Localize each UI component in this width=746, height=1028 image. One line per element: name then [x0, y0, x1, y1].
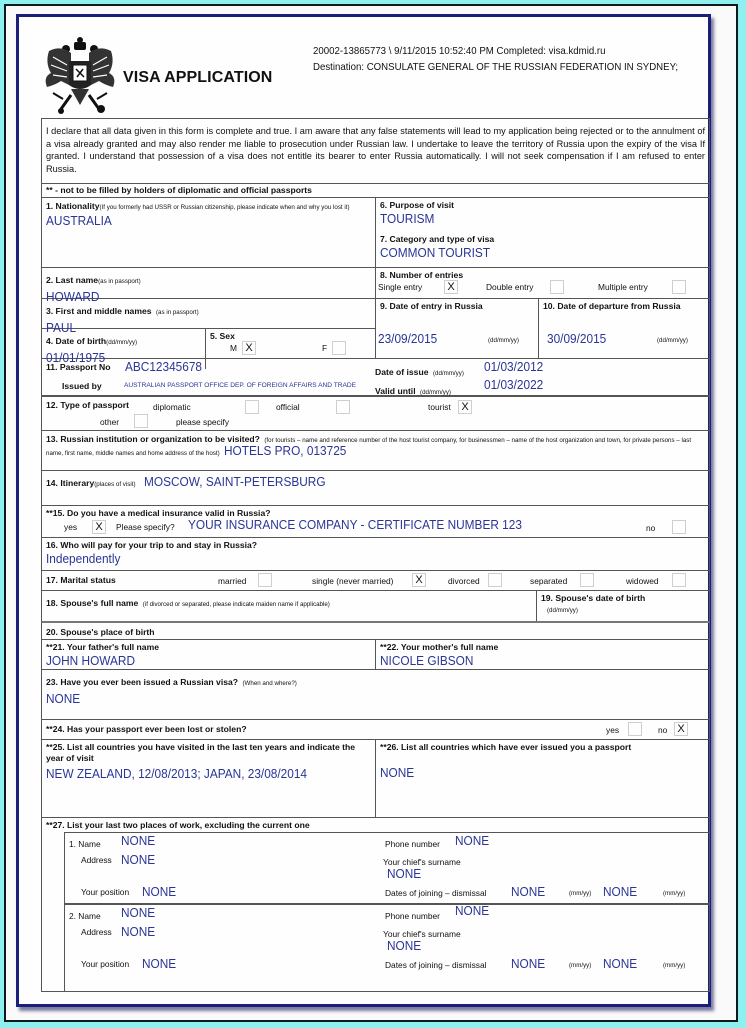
father-value[interactable]: JOHN HOWARD	[46, 654, 136, 669]
dob-hint: (dd/mm/yy)	[106, 339, 138, 347]
lost-passport-label: **24. Has your passport ever been lost or stolen?	[46, 724, 247, 735]
document-title: VISA APPLICATION	[123, 69, 273, 86]
father-label: **21. Your father's full name	[46, 642, 160, 653]
field-previous-visa	[42, 670, 709, 719]
lost-yes-label: yes	[606, 725, 620, 736]
field-passport-countries	[375, 740, 709, 817]
field-itinerary	[42, 471, 709, 505]
entries-label: 8. Number of entries	[380, 270, 464, 281]
job2-phone-label: Phone number	[385, 911, 440, 922]
job1-phone-label: Phone number	[385, 839, 440, 850]
single-label: single (never married)	[312, 576, 394, 587]
purpose-label: 6. Purpose of visit	[380, 200, 455, 211]
field-last-name	[42, 268, 375, 305]
job1-joining-value[interactable]: NONE	[511, 885, 546, 900]
mother-value[interactable]: NICOLE GIBSON	[380, 654, 474, 669]
job1-address-label: Address	[81, 855, 112, 866]
visa-category-label: 7. Category and type of visa	[380, 234, 495, 245]
single-entry-label: Single entry	[378, 282, 423, 293]
note-row	[41, 184, 710, 198]
passport-countries-value[interactable]: NONE	[380, 766, 415, 781]
job1-address-value[interactable]: NONE	[121, 853, 156, 868]
row-names-dates	[41, 299, 710, 366]
field-father	[42, 640, 375, 669]
field-institution	[42, 431, 709, 470]
row-marital	[41, 571, 710, 591]
divorced-label: divorced	[448, 576, 480, 587]
entry-date-label: 9. Date of entry in Russia	[380, 301, 483, 312]
job-2	[64, 904, 709, 992]
nationality-value[interactable]: AUSTRALIA	[46, 214, 112, 229]
spouse-name-label: 18. Spouse's full name	[46, 598, 139, 609]
row-countries	[41, 740, 710, 818]
departure-date-label: 10. Date of departure from Russia	[543, 301, 681, 312]
mother-label: **22. Your mother's full name	[380, 642, 499, 653]
job2-dismissal-value[interactable]: NONE	[603, 957, 638, 972]
row-insurance	[41, 506, 710, 538]
job1-dismissal-value[interactable]: NONE	[603, 885, 638, 900]
field-spouse-name	[42, 591, 536, 621]
job2-dates-label: Dates of joining – dismissal	[385, 960, 487, 971]
lost-no-label: no	[658, 725, 668, 736]
date-issue-label: Date of issue	[375, 367, 429, 378]
other-label: other	[100, 417, 120, 428]
spouse-name-hint: (if divorced or separated, please indicate maiden name if applicable)	[142, 601, 330, 609]
valid-until-label: Valid until	[375, 386, 416, 397]
job1-dates-label: Dates of joining – dismissal	[385, 888, 487, 899]
submission-meta	[313, 43, 678, 75]
nationality-hint: (If you formerly had USSR or Russian citizenship, please indicate when and why you lost it)	[99, 204, 350, 212]
tourist-label: tourist	[428, 402, 451, 413]
first-names-label: 3. First and middle names	[46, 306, 152, 317]
visa-application-page	[16, 14, 711, 1007]
passport-no-value[interactable]: ABC12345678	[125, 360, 203, 375]
declaration-text: I declare that all data given in this form is complete and true. I am aware that any false statements will lead to my application being rejected or to the annulment of a visa already granted and may also render me liable to prosecution under Russian law. I undertake to leave the territory of Russia upon the expiry of the visa If granted. I understand that possession of a visa does not entitle its bearer to enter Russia automatically. I will not seek compensation if I am refused to enter Russia.	[46, 126, 705, 174]
field-passport-type	[42, 397, 709, 430]
double-entry-checkbox[interactable]	[550, 280, 564, 294]
itinerary-hint: (places of visit)	[94, 481, 136, 489]
declaration-row	[41, 118, 710, 184]
insurance-value[interactable]: YOUR INSURANCE COMPANY - CERTIFICATE NUMBER 123	[188, 518, 522, 533]
insurance-yes-label: yes	[64, 522, 78, 533]
row-lost-passport	[41, 720, 710, 740]
spouse-birthplace-label: 20. Spouse's place of birth	[46, 627, 155, 638]
row-work-history	[41, 818, 710, 992]
separated-checkbox[interactable]	[580, 573, 594, 587]
married-checkbox[interactable]	[258, 573, 272, 587]
left-block	[42, 299, 375, 366]
job2-position-label: Your position	[81, 959, 130, 970]
departure-date-format: (dd/mm/yy)	[657, 337, 688, 345]
job1-name-value[interactable]: NONE	[121, 834, 156, 849]
row-parents	[41, 640, 710, 670]
job2-joining-format: (mm/yy)	[569, 962, 592, 970]
payer-label: 16. Who will pay for your trip to and stay in Russia?	[46, 540, 258, 551]
row-passport-type	[41, 397, 710, 431]
field-payer	[42, 538, 709, 570]
job-1	[64, 832, 709, 904]
itinerary-value[interactable]: MOSCOW, SAINT-PETERSBURG	[143, 475, 326, 490]
sex-m-label: M	[230, 343, 237, 354]
row-previous-visa	[41, 670, 710, 720]
separated-label: separated	[530, 576, 568, 587]
passport-countries-label: **26. List all countries which have ever issued you a passport	[380, 742, 632, 753]
diplomatic-checkbox[interactable]	[245, 400, 259, 414]
row-lastname-entries	[41, 268, 710, 305]
double-entry-label: Double entry	[486, 282, 534, 293]
passport-holder-note: ** - not to be filled by holders of diplomatic and official passports	[46, 185, 312, 196]
sex-f-checkbox[interactable]	[332, 341, 346, 355]
visa-category-value[interactable]: COMMON TOURIST	[380, 246, 491, 261]
job2-dismissal-format: (mm/yy)	[663, 962, 686, 970]
row-institution	[41, 431, 710, 471]
passport-no-label: 11. Passport No	[46, 362, 111, 373]
entry-date-format: (dd/mm/yy)	[488, 337, 519, 345]
multiple-entry-label: Multiple entry	[598, 282, 648, 293]
field-work-history	[42, 818, 709, 991]
job2-joining-value[interactable]: NONE	[511, 957, 546, 972]
tourist-checkbox[interactable]: X	[458, 400, 472, 414]
valid-until-hint: (dd/mm/yy)	[420, 389, 451, 397]
countries-visited-label: **25. List all countries you have visited in the last ten years and indicate the year of visit	[46, 742, 355, 764]
last-name-value[interactable]: HOWARD	[46, 290, 100, 305]
date-issue-hint: (dd/mm/yy)	[432, 370, 464, 378]
previous-visa-label: 23. Have you ever been issued a Russian visa?	[46, 677, 239, 688]
field-marital	[42, 571, 709, 590]
field-nationality	[42, 198, 375, 267]
lost-yes-checkbox[interactable]	[628, 722, 642, 736]
job1-phone-value[interactable]: NONE	[455, 834, 490, 849]
row-payer	[41, 538, 710, 571]
work-history-label: **27. List your last two places of work, excluding the current one	[46, 820, 310, 831]
field-departure-date	[538, 299, 709, 358]
entry-date-value[interactable]: 23/09/2015	[378, 332, 438, 347]
row-passport	[41, 359, 710, 397]
single-entry-checkbox[interactable]: X	[444, 280, 458, 294]
job1-chief-label: Your chief's surname	[383, 857, 461, 868]
insurance-no-checkbox[interactable]	[672, 520, 686, 534]
multiple-entry-checkbox[interactable]	[672, 280, 686, 294]
field-insurance	[42, 506, 709, 537]
dob-value[interactable]: 01/01/1975	[46, 351, 106, 366]
date-issue-value[interactable]: 01/03/2012	[484, 360, 544, 375]
insurance-label: **15. Do you have a medical insurance valid in Russia?	[46, 508, 271, 519]
job2-address-value[interactable]: NONE	[121, 925, 156, 940]
field-spouse-dob	[536, 591, 709, 621]
job1-joining-format: (mm/yy)	[569, 890, 592, 898]
russian-eagle-emblem-icon	[41, 35, 119, 119]
previous-visa-value[interactable]: NONE	[46, 692, 81, 707]
sex-m-checkbox[interactable]: X	[242, 341, 256, 355]
single-checkbox[interactable]: X	[412, 573, 426, 587]
nationality-label: 1. Nationality	[46, 201, 100, 212]
submission-id-line: 20002-13865773 \ 9/11/2015 10:52:40 PM Completed: visa.kdmid.ru	[313, 45, 606, 57]
itinerary-label: 14. Itinerary	[46, 478, 95, 489]
marital-label: 17. Marital status	[46, 575, 116, 586]
row-spouse	[41, 591, 710, 623]
countries-visited-value[interactable]: NEW ZEALAND, 12/08/2013; JAPAN, 23/08/2014	[46, 767, 308, 782]
institution-hint: (for tourists – name and reference number of the host tourist company, for businessmen – name of the host organization and town, for private persons – last name, first name, middle names and home address of the host)	[46, 437, 692, 458]
married-label: married	[218, 576, 247, 587]
destination-line: Destination: CONSULATE GENERAL OF THE RUSSIAN FEDERATION IN SYDNEY;	[313, 61, 679, 73]
field-entries	[375, 268, 709, 298]
field-purpose	[375, 198, 709, 267]
job2-phone-value[interactable]: NONE	[455, 904, 490, 919]
insurance-no-label: no	[646, 523, 656, 534]
job2-chief-value[interactable]: NONE	[387, 939, 422, 954]
previous-visa-hint: (When and where?)	[242, 680, 297, 688]
field-first-names	[42, 299, 375, 336]
widowed-label: widowed	[626, 576, 659, 587]
field-mother	[375, 640, 709, 669]
insurance-yes-checkbox[interactable]: X	[92, 520, 106, 534]
please-specify-label: please specify	[176, 417, 230, 428]
spouse-dob-format: (dd/mm/yy)	[547, 607, 578, 615]
field-lost-passport	[42, 720, 709, 739]
job1-chief-value[interactable]: NONE	[387, 867, 422, 882]
issued-by-value[interactable]: AUSTRALIAN PASSPORT OFFICE DEP. OF FOREIGN AFFAIRS AND TRADE	[124, 382, 357, 390]
row-itinerary	[41, 471, 710, 506]
issued-by-label: Issued by	[62, 381, 102, 392]
divorced-checkbox[interactable]	[488, 573, 502, 587]
official-checkbox[interactable]	[336, 400, 350, 414]
job2-position-value[interactable]: NONE	[142, 957, 177, 972]
official-label: official	[276, 402, 300, 413]
job1-position-value[interactable]: NONE	[142, 885, 177, 900]
field-countries-visited	[42, 740, 375, 817]
departure-date-value[interactable]: 30/09/2015	[547, 332, 607, 347]
dob-label: 4. Date of birth	[46, 336, 107, 347]
row-nationality-purpose	[41, 198, 710, 268]
passport-type-label: 12. Type of passport	[46, 400, 129, 411]
last-name-label: 2. Last name	[46, 275, 99, 286]
lost-no-checkbox[interactable]: X	[674, 722, 688, 736]
last-name-hint: (as in passport)	[98, 278, 141, 286]
job2-name-label: 2. Name	[69, 911, 101, 922]
field-entry-date	[375, 299, 538, 358]
sex-label: 5. Sex	[210, 331, 235, 342]
widowed-checkbox[interactable]	[672, 573, 686, 587]
diplomatic-label: diplomatic	[153, 402, 191, 413]
valid-until-value[interactable]: 01/03/2022	[484, 378, 544, 393]
job1-dismissal-format: (mm/yy)	[663, 890, 686, 898]
row-spouse-birthplace	[41, 623, 710, 640]
job2-name-value[interactable]: NONE	[121, 906, 156, 921]
field-passport	[42, 359, 709, 395]
application-form	[41, 118, 710, 992]
job2-address-label: Address	[81, 927, 112, 938]
job2-chief-label: Your chief's surname	[383, 929, 461, 940]
first-names-hint: (as in passport)	[156, 309, 199, 317]
date-issue-group	[375, 362, 464, 380]
job1-name-label: 1. Name	[69, 839, 101, 850]
insurance-specify-label: Please specify?	[116, 522, 175, 533]
institution-label: 13. Russian institution or organization to be visited?	[46, 434, 260, 445]
sex-f-label: F	[322, 343, 328, 354]
institution-value[interactable]: HOTELS PRO, 013725	[224, 444, 347, 459]
payer-value[interactable]: Independently	[46, 552, 121, 567]
spouse-dob-label: 19. Spouse's date of birth	[541, 593, 646, 604]
first-names-value[interactable]: PAUL	[46, 321, 77, 336]
other-checkbox[interactable]	[134, 414, 148, 428]
purpose-value[interactable]: TOURISM	[380, 212, 435, 227]
job1-position-label: Your position	[81, 887, 130, 898]
